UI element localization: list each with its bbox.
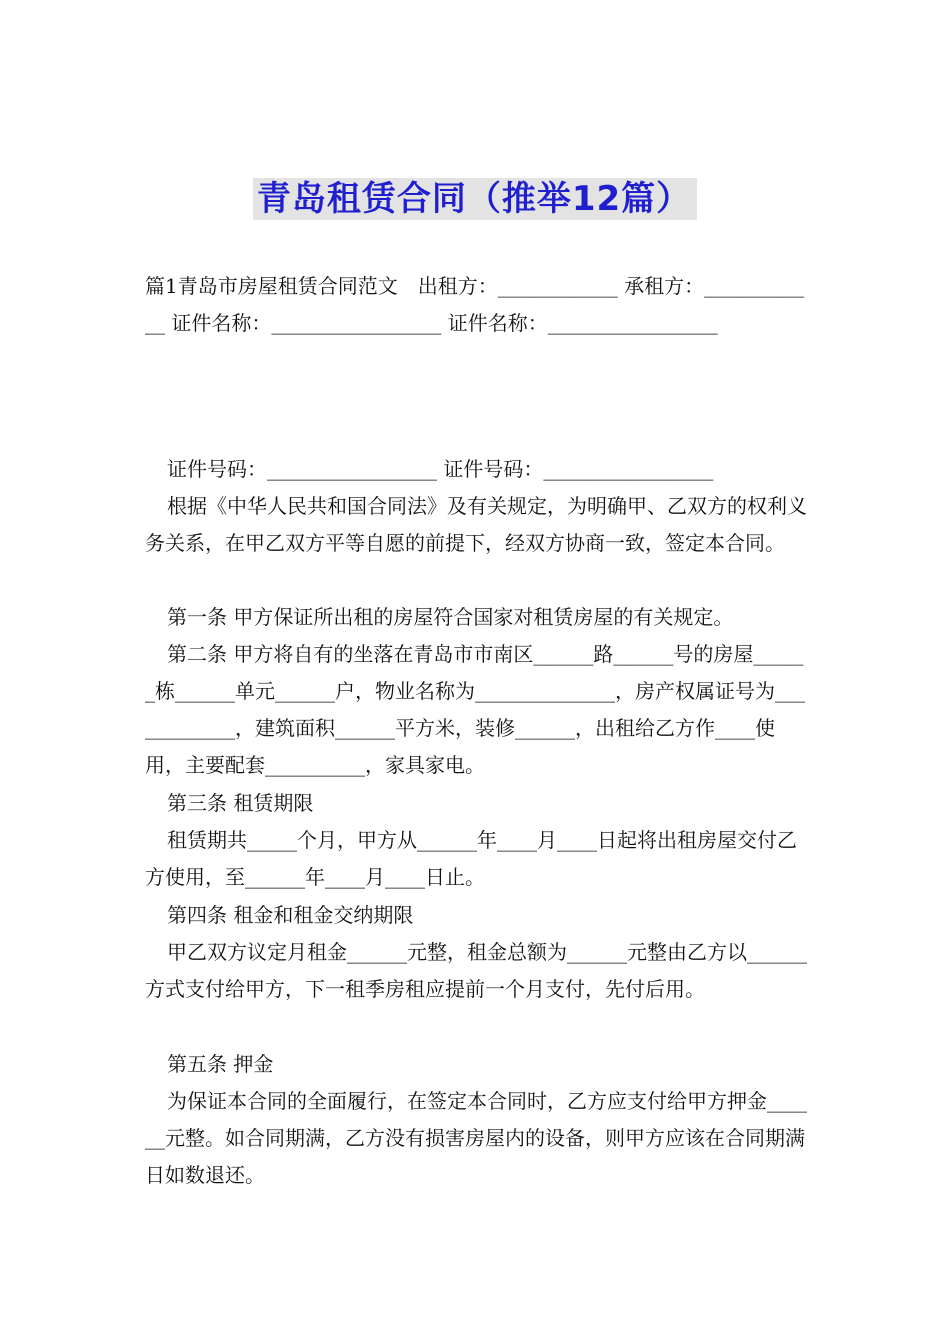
article-3-title: 第三条 租赁期限 bbox=[167, 791, 314, 815]
article-4-body: 甲乙双方议定月租金______元整，租金总额为______元整由乙方以______方式支付给甲方，下一租季房租应提前一个月支付，先付后用。 bbox=[145, 940, 807, 1001]
id-numbers-line: 证件号码：_________________ 证件号码：_________________ bbox=[167, 457, 714, 481]
header-block: 篇1青岛市房屋租赁合同范文 出租方：____________ 承租方：____________ 证件名称：_________________ 证件名称：_________________ bbox=[145, 274, 805, 335]
document-title: 青岛租赁合同（推举12篇） bbox=[253, 178, 697, 220]
article-5-title: 第五条 押金 bbox=[167, 1052, 274, 1076]
title-wrapper bbox=[0, 178, 950, 220]
article-1: 第一条 甲方保证所出租的房屋符合国家对租赁房屋的有关规定。 bbox=[167, 605, 734, 629]
article-5-body: 为保证本合同的全面履行，在签定本合同时，乙方应支付给甲方押金______元整。如合同期满，乙方没有损害房屋内的设备，则甲方应该在合同期满日如数退还。 bbox=[145, 1089, 807, 1187]
article-2: 第二条 甲方将自有的坐落在青岛市市南区______路______号的房屋______栋______单元______户，物业名称为______________，房产权属证号为____________，建筑面积______平方米，装修______，出租给乙方作____使用，主要配套__________，家具家电。 bbox=[145, 642, 805, 777]
article-4-title: 第四条 租金和租金交纳期限 bbox=[167, 903, 414, 927]
article-3-body: 租赁期共_____个月，甲方从______年____月____日起将出租房屋交付乙方使用，至______年____月____日止。 bbox=[145, 828, 797, 889]
paragraph-intro: 根据《中华人民共和国合同法》及有关规定，为明确甲、乙双方的权利义务关系，在甲乙双方平等自愿的前提下，经双方协商一致，签定本合同。 bbox=[145, 494, 807, 555]
